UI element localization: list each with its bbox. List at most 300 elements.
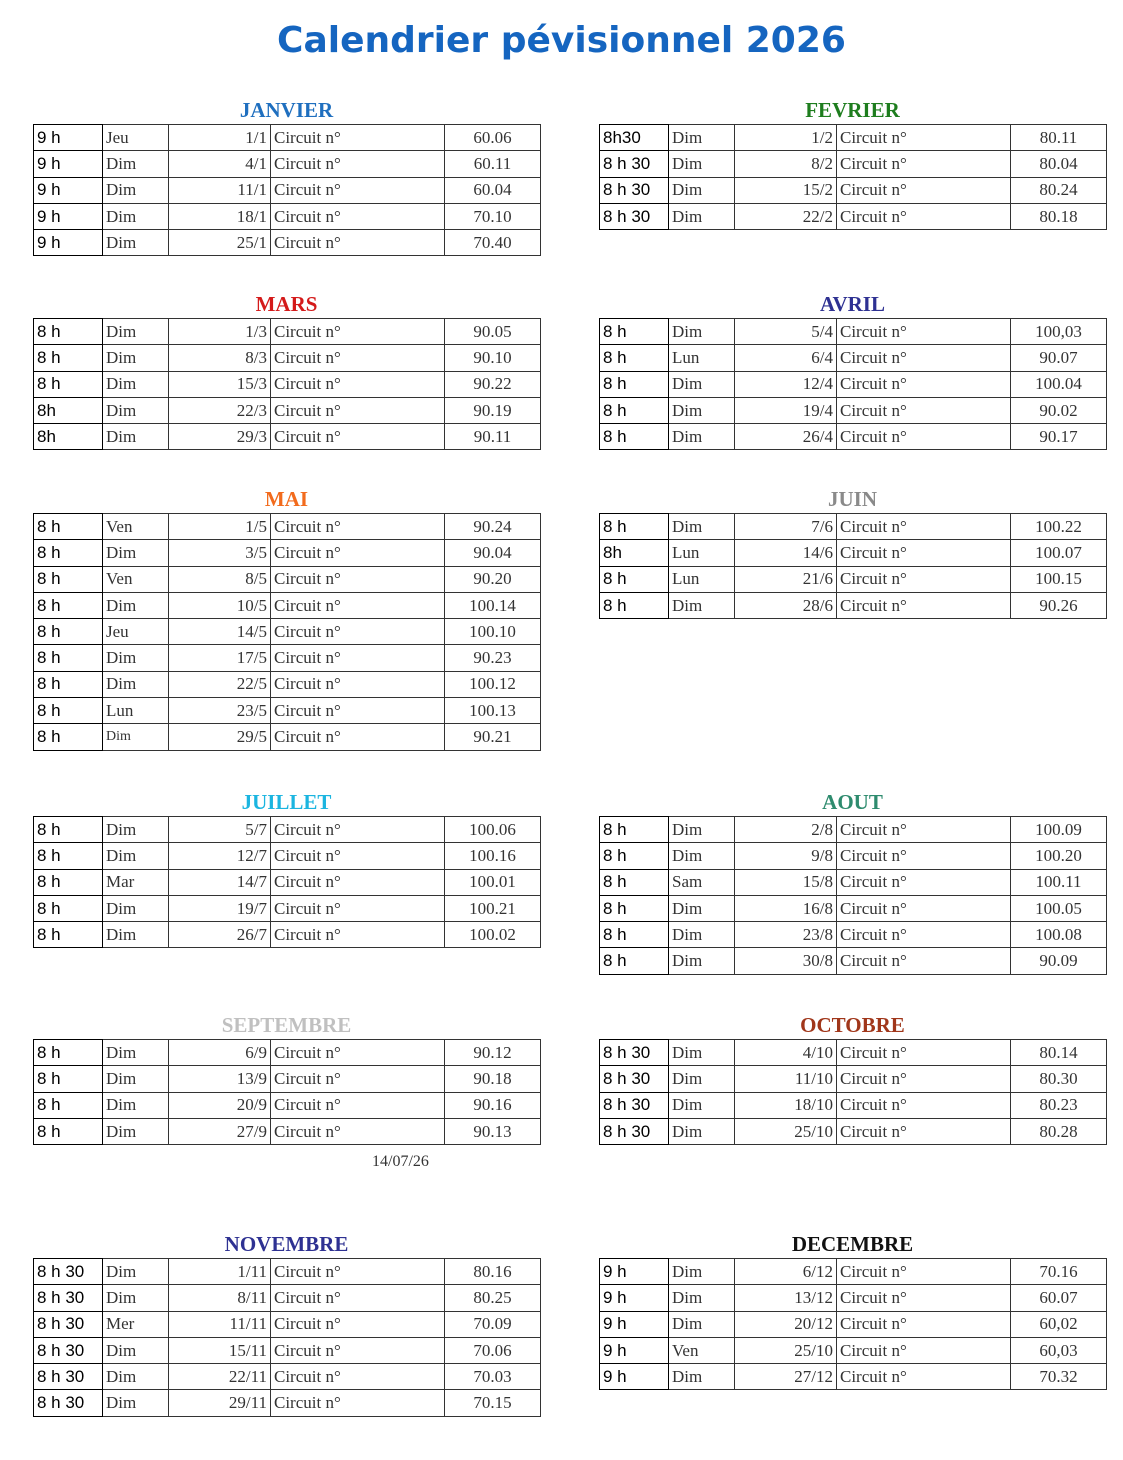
month-table [599, 816, 1107, 975]
time-cell: 8 h [34, 724, 103, 750]
label-cell: Circuit n° [837, 895, 1011, 921]
table-row [600, 1092, 1107, 1118]
day-cell: Dim [669, 371, 735, 397]
table-row [600, 869, 1107, 895]
time-cell: 8 h [34, 1040, 103, 1066]
table-row [600, 345, 1107, 371]
circuit-number-cell: 100.13 [445, 698, 541, 724]
time-cell: 8 h [600, 843, 669, 869]
table-row [34, 1040, 541, 1066]
date-cell: 8/2 [735, 151, 837, 177]
table-row [34, 1066, 541, 1092]
date-cell: 7/6 [735, 514, 837, 540]
label-cell: Circuit n° [271, 566, 445, 592]
day-cell: Dim [103, 1337, 169, 1363]
table-row [600, 177, 1107, 203]
table-row [34, 698, 541, 724]
month-table [599, 513, 1107, 619]
date-cell: 8/3 [169, 345, 271, 371]
table-row [600, 397, 1107, 423]
time-cell: 8 h [34, 1066, 103, 1092]
circuit-number-cell: 60,03 [1011, 1337, 1107, 1363]
label-cell: Circuit n° [271, 1337, 445, 1363]
label-cell: Circuit n° [837, 817, 1011, 843]
day-cell: Dim [103, 1118, 169, 1144]
table-row [600, 540, 1107, 566]
circuit-number-cell: 100.09 [1011, 817, 1107, 843]
date-cell: 20/9 [169, 1092, 271, 1118]
table-row [34, 1285, 541, 1311]
time-cell: 8h [34, 424, 103, 450]
month-block-juillet [33, 788, 540, 948]
date-cell: 11/11 [169, 1311, 271, 1337]
date-cell: 10/5 [169, 592, 271, 618]
circuit-number-cell: 100.05 [1011, 895, 1107, 921]
table-row [600, 371, 1107, 397]
table-row [600, 1040, 1107, 1066]
day-cell: Dim [103, 371, 169, 397]
circuit-number-cell: 100,03 [1011, 319, 1107, 345]
label-cell: Circuit n° [837, 514, 1011, 540]
label-cell: Circuit n° [837, 592, 1011, 618]
circuit-number-cell: 80.04 [1011, 151, 1107, 177]
table-row [600, 1337, 1107, 1363]
table-row [600, 203, 1107, 229]
table-row [600, 424, 1107, 450]
label-cell: Circuit n° [837, 922, 1011, 948]
date-cell: 18/10 [735, 1092, 837, 1118]
table-row [600, 125, 1107, 151]
circuit-number-cell: 80.28 [1011, 1118, 1107, 1144]
circuit-number-cell: 100.12 [445, 671, 541, 697]
date-cell: 9/8 [735, 843, 837, 869]
day-cell: Dim [669, 514, 735, 540]
day-cell: Dim [669, 1311, 735, 1337]
circuit-number-cell: 100.10 [445, 619, 541, 645]
circuit-number-cell: 70.09 [445, 1311, 541, 1337]
circuit-number-cell: 70.15 [445, 1390, 541, 1416]
label-cell: Circuit n° [271, 1066, 445, 1092]
day-cell: Ven [103, 514, 169, 540]
day-cell: Dim [669, 948, 735, 974]
day-cell: Jeu [103, 619, 169, 645]
time-cell: 8 h 30 [600, 1092, 669, 1118]
time-cell: 8 h 30 [600, 1040, 669, 1066]
day-cell: Dim [669, 203, 735, 229]
time-cell: 8h [34, 397, 103, 423]
date-cell: 14/6 [735, 540, 837, 566]
label-cell: Circuit n° [837, 177, 1011, 203]
circuit-number-cell: 80.11 [1011, 125, 1107, 151]
circuit-number-cell: 90.16 [445, 1092, 541, 1118]
table-row [34, 540, 541, 566]
date-cell: 5/7 [169, 817, 271, 843]
day-cell: Lun [103, 698, 169, 724]
time-cell: 8 h [34, 895, 103, 921]
circuit-number-cell: 90.17 [1011, 424, 1107, 450]
table-row [34, 345, 541, 371]
day-cell: Dim [669, 1364, 735, 1390]
date-cell: 4/1 [169, 151, 271, 177]
day-cell: Dim [103, 1066, 169, 1092]
date-cell: 1/1 [169, 125, 271, 151]
table-row [34, 319, 541, 345]
table-row [34, 1092, 541, 1118]
table-row [34, 843, 541, 869]
label-cell: Circuit n° [837, 319, 1011, 345]
table-row [600, 1285, 1107, 1311]
time-cell: 9 h [600, 1311, 669, 1337]
circuit-number-cell: 80.14 [1011, 1040, 1107, 1066]
date-cell: 22/3 [169, 397, 271, 423]
date-cell: 30/8 [735, 948, 837, 974]
circuit-number-cell: 90.04 [445, 540, 541, 566]
time-cell: 8 h [34, 619, 103, 645]
table-row [600, 843, 1107, 869]
time-cell: 8 h 30 [600, 151, 669, 177]
date-cell: 15/11 [169, 1337, 271, 1363]
date-cell: 22/2 [735, 203, 837, 229]
table-row [600, 566, 1107, 592]
day-cell: Dim [669, 1259, 735, 1285]
month-block-janvier [33, 96, 540, 256]
date-cell: 22/11 [169, 1364, 271, 1390]
circuit-number-cell: 70.32 [1011, 1364, 1107, 1390]
label-cell: Circuit n° [271, 230, 445, 256]
label-cell: Circuit n° [271, 177, 445, 203]
day-cell: Dim [669, 177, 735, 203]
time-cell: 8 h [34, 345, 103, 371]
circuit-number-cell: 80.25 [445, 1285, 541, 1311]
circuit-number-cell: 90.13 [445, 1118, 541, 1144]
time-cell: 8 h [34, 645, 103, 671]
day-cell: Dim [669, 397, 735, 423]
table-row [600, 514, 1107, 540]
time-cell: 9 h [34, 177, 103, 203]
label-cell: Circuit n° [271, 424, 445, 450]
time-cell: 8 h 30 [600, 203, 669, 229]
circuit-number-cell: 100.21 [445, 895, 541, 921]
table-row [34, 1390, 541, 1416]
time-cell: 8 h [34, 922, 103, 948]
month-table [33, 318, 541, 450]
table-row [600, 1364, 1107, 1390]
date-cell: 11/10 [735, 1066, 837, 1092]
circuit-number-cell: 100.22 [1011, 514, 1107, 540]
table-row [34, 514, 541, 540]
time-cell: 8 h [34, 592, 103, 618]
date-cell: 1/5 [169, 514, 271, 540]
time-cell: 8 h [600, 371, 669, 397]
month-table [33, 1039, 541, 1145]
time-cell: 8 h 30 [600, 1066, 669, 1092]
table-row [34, 922, 541, 948]
circuit-number-cell: 80.30 [1011, 1066, 1107, 1092]
label-cell: Circuit n° [271, 1092, 445, 1118]
label-cell: Circuit n° [271, 895, 445, 921]
day-cell: Dim [103, 817, 169, 843]
label-cell: Circuit n° [271, 922, 445, 948]
day-cell: Dim [103, 843, 169, 869]
month-title: JANVIER [239, 98, 334, 122]
label-cell: Circuit n° [271, 1040, 445, 1066]
day-cell: Dim [103, 724, 169, 750]
day-cell: Dim [669, 424, 735, 450]
label-cell: Circuit n° [837, 869, 1011, 895]
date-cell: 23/5 [169, 698, 271, 724]
date-cell: 26/7 [169, 922, 271, 948]
month-title: FEVRIER [805, 98, 900, 122]
date-cell: 19/7 [169, 895, 271, 921]
table-row [34, 671, 541, 697]
label-cell: Circuit n° [837, 540, 1011, 566]
time-cell: 8 h [600, 922, 669, 948]
month-block-mai [33, 485, 540, 751]
date-cell: 12/7 [169, 843, 271, 869]
date-cell: 15/2 [735, 177, 837, 203]
label-cell: Circuit n° [837, 1364, 1011, 1390]
label-cell: Circuit n° [837, 1118, 1011, 1144]
table-row [600, 319, 1107, 345]
date-note: 14/07/26 [372, 1153, 429, 1170]
circuit-number-cell: 100.11 [1011, 869, 1107, 895]
table-row [34, 566, 541, 592]
date-cell: 12/4 [735, 371, 837, 397]
day-cell: Dim [103, 151, 169, 177]
date-cell: 5/4 [735, 319, 837, 345]
month-table [33, 513, 541, 751]
table-row [34, 371, 541, 397]
day-cell: Lun [669, 540, 735, 566]
day-cell: Dim [669, 151, 735, 177]
date-cell: 13/9 [169, 1066, 271, 1092]
time-cell: 9 h [600, 1337, 669, 1363]
label-cell: Circuit n° [271, 1390, 445, 1416]
table-row [34, 645, 541, 671]
day-cell: Lun [669, 566, 735, 592]
time-cell: 9 h [600, 1259, 669, 1285]
time-cell: 8 h [34, 869, 103, 895]
table-row [34, 619, 541, 645]
month-title: NOVEMBRE [224, 1232, 349, 1256]
label-cell: Circuit n° [837, 125, 1011, 151]
circuit-number-cell: 90.22 [445, 371, 541, 397]
month-block-novembre [33, 1230, 540, 1417]
month-table [599, 1039, 1107, 1145]
month-block-mars [33, 290, 540, 450]
label-cell: Circuit n° [271, 371, 445, 397]
month-block-fevrier [599, 96, 1106, 230]
day-cell: Dim [669, 1040, 735, 1066]
circuit-number-cell: 70.10 [445, 203, 541, 229]
circuit-number-cell: 70.16 [1011, 1259, 1107, 1285]
circuit-number-cell: 60.11 [445, 151, 541, 177]
label-cell: Circuit n° [271, 514, 445, 540]
table-row [600, 592, 1107, 618]
label-cell: Circuit n° [837, 566, 1011, 592]
day-cell: Dim [103, 177, 169, 203]
date-cell: 27/12 [735, 1364, 837, 1390]
month-table [599, 124, 1107, 230]
circuit-number-cell: 90.21 [445, 724, 541, 750]
time-cell: 9 h [600, 1285, 669, 1311]
time-cell: 9 h [34, 125, 103, 151]
date-cell: 4/10 [735, 1040, 837, 1066]
circuit-number-cell: 100.08 [1011, 922, 1107, 948]
day-cell: Dim [103, 671, 169, 697]
circuit-number-cell: 70.40 [445, 230, 541, 256]
table-row [34, 203, 541, 229]
date-cell: 15/3 [169, 371, 271, 397]
table-row [34, 424, 541, 450]
label-cell: Circuit n° [271, 619, 445, 645]
month-block-aout [599, 788, 1106, 975]
date-cell: 18/1 [169, 203, 271, 229]
time-cell: 8 h [600, 592, 669, 618]
label-cell: Circuit n° [271, 1118, 445, 1144]
label-cell: Circuit n° [837, 1040, 1011, 1066]
time-cell: 8 h 30 [34, 1311, 103, 1337]
table-row [34, 177, 541, 203]
day-cell: Dim [103, 922, 169, 948]
time-cell: 8 h [34, 698, 103, 724]
time-cell: 9 h [600, 1364, 669, 1390]
circuit-number-cell: 100.06 [445, 817, 541, 843]
circuit-number-cell: 90.02 [1011, 397, 1107, 423]
circuit-number-cell: 100.16 [445, 843, 541, 869]
day-cell: Dim [103, 592, 169, 618]
time-cell: 8 h [34, 540, 103, 566]
label-cell: Circuit n° [837, 424, 1011, 450]
circuit-number-cell: 90.19 [445, 397, 541, 423]
label-cell: Circuit n° [837, 1092, 1011, 1118]
table-row [34, 1337, 541, 1363]
time-cell: 8 h 30 [600, 1118, 669, 1144]
date-cell: 8/5 [169, 566, 271, 592]
time-cell: 8 h [34, 1118, 103, 1144]
table-row [34, 869, 541, 895]
date-cell: 25/10 [735, 1118, 837, 1144]
month-title: OCTOBRE [800, 1013, 905, 1037]
circuit-number-cell: 90.11 [445, 424, 541, 450]
table-row [600, 1066, 1107, 1092]
label-cell: Circuit n° [271, 345, 445, 371]
label-cell: Circuit n° [271, 125, 445, 151]
day-cell: Dim [669, 1092, 735, 1118]
table-row [600, 922, 1107, 948]
date-cell: 15/8 [735, 869, 837, 895]
date-cell: 22/5 [169, 671, 271, 697]
day-cell: Dim [103, 1364, 169, 1390]
day-cell: Dim [669, 1118, 735, 1144]
day-cell: Dim [103, 203, 169, 229]
circuit-number-cell: 100.04 [1011, 371, 1107, 397]
day-cell: Dim [669, 843, 735, 869]
time-cell: 8 h 30 [34, 1259, 103, 1285]
label-cell: Circuit n° [271, 645, 445, 671]
date-cell: 17/5 [169, 645, 271, 671]
date-cell: 1/2 [735, 125, 837, 151]
label-cell: Circuit n° [271, 319, 445, 345]
day-cell: Jeu [103, 125, 169, 151]
label-cell: Circuit n° [837, 151, 1011, 177]
time-cell: 8 h [600, 817, 669, 843]
month-table [33, 816, 541, 948]
label-cell: Circuit n° [837, 397, 1011, 423]
circuit-number-cell: 100.07 [1011, 540, 1107, 566]
month-table [33, 124, 541, 256]
date-cell: 23/8 [735, 922, 837, 948]
table-row [600, 948, 1107, 974]
circuit-number-cell: 80.16 [445, 1259, 541, 1285]
day-cell: Dim [103, 319, 169, 345]
time-cell: 8 h [34, 319, 103, 345]
time-cell: 8h [600, 540, 669, 566]
circuit-number-cell: 90.09 [1011, 948, 1107, 974]
date-cell: 11/1 [169, 177, 271, 203]
label-cell: Circuit n° [271, 540, 445, 566]
label-cell: Circuit n° [271, 592, 445, 618]
table-row [34, 125, 541, 151]
month-block-septembre [33, 1011, 540, 1145]
label-cell: Circuit n° [837, 843, 1011, 869]
month-table [599, 1258, 1107, 1390]
date-cell: 29/5 [169, 724, 271, 750]
table-row [600, 817, 1107, 843]
day-cell: Dim [103, 424, 169, 450]
month-block-decembre [599, 1230, 1106, 1390]
label-cell: Circuit n° [837, 1311, 1011, 1337]
circuit-number-cell: 60.06 [445, 125, 541, 151]
label-cell: Circuit n° [271, 843, 445, 869]
date-cell: 19/4 [735, 397, 837, 423]
date-cell: 26/4 [735, 424, 837, 450]
label-cell: Circuit n° [271, 1285, 445, 1311]
label-cell: Circuit n° [837, 1259, 1011, 1285]
day-cell: Mar [103, 869, 169, 895]
label-cell: Circuit n° [271, 1311, 445, 1337]
time-cell: 8 h 30 [34, 1337, 103, 1363]
label-cell: Circuit n° [837, 1066, 1011, 1092]
month-title: JUIN [827, 487, 877, 511]
table-row [34, 397, 541, 423]
date-cell: 6/4 [735, 345, 837, 371]
month-block-octobre [599, 1011, 1106, 1145]
table-row [34, 230, 541, 256]
label-cell: Circuit n° [271, 724, 445, 750]
label-cell: Circuit n° [271, 151, 445, 177]
day-cell: Dim [103, 397, 169, 423]
month-title: AOUT [822, 790, 883, 814]
table-row [34, 1364, 541, 1390]
time-cell: 8 h 30 [34, 1285, 103, 1311]
time-cell: 8 h [34, 371, 103, 397]
table-row [600, 151, 1107, 177]
label-cell: Circuit n° [271, 817, 445, 843]
day-cell: Dim [669, 817, 735, 843]
time-cell: 9 h [34, 230, 103, 256]
time-cell: 8 h [600, 869, 669, 895]
circuit-number-cell: 70.03 [445, 1364, 541, 1390]
time-cell: 8 h [34, 817, 103, 843]
label-cell: Circuit n° [271, 1364, 445, 1390]
time-cell: 8 h [600, 397, 669, 423]
day-cell: Dim [669, 922, 735, 948]
day-cell: Ven [669, 1337, 735, 1363]
date-cell: 8/11 [169, 1285, 271, 1311]
date-cell: 16/8 [735, 895, 837, 921]
label-cell: Circuit n° [837, 371, 1011, 397]
